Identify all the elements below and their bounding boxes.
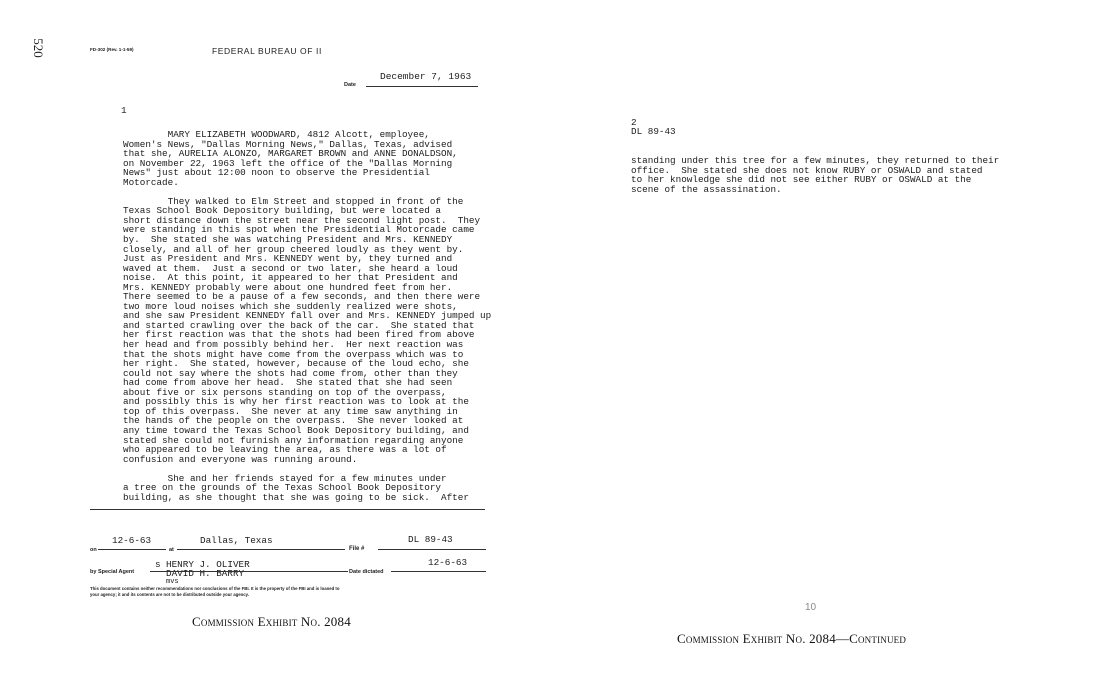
agent-2: DAVID H. BARRY — [166, 568, 245, 579]
disclaimer-line-2: your agency; it and its contents are not to be distributed outside your agency. — [90, 592, 249, 597]
date-dictated-label: Date dictated — [349, 569, 384, 575]
report-body-line: Motorcade. — [123, 176, 179, 188]
report-body-line: noise. At this point, it appeared to her that President and — [123, 272, 458, 284]
dictated-rule — [391, 571, 486, 572]
report-body-line: had come from above her head. She stated that she had seen — [123, 377, 453, 389]
at-value: Dallas, Texas — [200, 535, 273, 546]
page-index-left: 1 — [121, 105, 127, 116]
report-body-line: her right. She stated, however, because of the loud echo, she — [123, 358, 469, 370]
report-body-line: by. She stated she was watching President and Mrs. KENNEDY — [123, 234, 453, 246]
exhibit-caption-left: Commission Exhibit No. 2084 — [192, 614, 351, 629]
on-label: on — [90, 547, 97, 553]
report-body-line: There seemed to be a pause of a few seconds, and then there were — [123, 291, 481, 303]
report-body-line: the hands of the people on the overpass. She never looked at — [123, 415, 464, 427]
report-body-line: her head and from possibly behind her. Her next reaction was — [123, 339, 464, 351]
report-body-line: a tree on the grounds of the Texas School Book Depository — [123, 482, 442, 494]
agent-1: HENRY J. OLIVER — [166, 559, 250, 570]
report-body-line: She and her friends stayed for a few minutes under — [123, 472, 447, 484]
on-value: 12-6-63 — [112, 535, 152, 546]
page-index-right: 2 — [631, 117, 637, 128]
exhibit-caption-right: Commission Exhibit No. 2084—Continued — [677, 631, 907, 646]
report-body-line: and possibly this is why her first reaction was to look at the — [123, 396, 469, 408]
report-body-line: about five or six persons standing on top of the overpass, — [123, 386, 447, 398]
report-body-line: Texas School Book Depository building, but were located a — [123, 205, 442, 217]
report-body-line: Just as President and Mrs. KENNEDY went by, they turned and — [123, 253, 453, 265]
agent-prefix: s — [155, 559, 161, 570]
agent-rule — [150, 571, 348, 572]
report-body-line: top of this overpass. She never at any time saw anything in — [123, 405, 458, 417]
date-dictated-value: 12-6-63 — [428, 557, 468, 568]
report-body-line: that she, AURELIA ALONZO, MARGARET BROWN and ANNE DONALDSON, — [123, 148, 458, 160]
report-body-line: Mrs. KENNEDY probably were about one hundred feet from her. — [123, 281, 453, 293]
report-body-line: confusion and everyone was running around. — [123, 453, 358, 465]
report-body-line: short distance down the street near the second light post. They — [123, 214, 481, 226]
report-body-line: on November 22, 1963 left the office of the "Dallas Morning — [123, 157, 453, 169]
report-body-continued-line: standing under this tree for a few minutes, they returned to their — [631, 155, 1000, 166]
report-body-line: stated she could not furnish any information regarding anyone — [123, 434, 464, 446]
at-label: at — [169, 547, 174, 553]
footer-separator — [90, 509, 485, 510]
report-body-line: Women's News, "Dallas Morning News," Dallas, Texas, advised — [123, 138, 453, 150]
report-body-line: could not say where the shots had come from, other than they — [123, 367, 458, 379]
date-value: December 7, 1963 — [380, 71, 472, 82]
report-body-continued-line: office. She stated she does not know RUBY or OSWALD and stated — [631, 164, 983, 176]
disclaimer-line-1: This document contains neither recommendations nor conclusions of the FBI. It is the property of the FBI and is loaned to — [90, 586, 340, 591]
file-value: DL 89-43 — [408, 534, 453, 545]
report-body-line: MARY ELIZABETH WOODWARD, 4812 Alcott, employee, — [123, 129, 430, 140]
date-label: Date — [344, 82, 356, 88]
report-body-continued — [631, 156, 1011, 194]
date-rule — [366, 86, 478, 87]
report-body-line: and she saw President KENNEDY fall over and Mrs. KENNEDY jumped up — [123, 310, 492, 322]
report-body — [123, 130, 498, 502]
report-body-line: waved at them. Just a second or two later, she heard a loud — [123, 262, 458, 274]
file-label: File # — [349, 546, 365, 552]
report-body-line: who appeared to be leaving the area, as there was a lot of — [123, 444, 447, 456]
on-rule — [98, 549, 166, 550]
report-body-line: closely, and all of her group cheered loudly as they went by. — [123, 243, 464, 255]
page-number: 520 — [31, 38, 46, 58]
report-body-line: They walked to Elm Street and stopped in front of the — [123, 195, 464, 207]
at-rule — [177, 549, 345, 550]
report-body-line: two more loud noises which she suddenly realized were shots, — [123, 300, 458, 312]
page-marker: 10 — [805, 602, 817, 613]
report-body-continued-line: scene of the assassination. — [631, 183, 782, 195]
report-body-line: her first reaction was that the shots had been fired from above — [123, 329, 475, 341]
file-rule — [378, 549, 486, 550]
agency-header: FEDERAL BUREAU OF II — [212, 46, 322, 56]
report-body-line: building, as she thought that she was going to be sick. After — [123, 491, 469, 503]
report-body-line: were standing in this spot when the Presidential Motorcade came — [123, 224, 475, 236]
report-body-line: any time toward the Texas School Book Depository building, and — [123, 424, 469, 436]
report-body-continued-line: to her knowledge she did not see either RUBY or OSWALD at the — [631, 174, 972, 186]
report-body-line: that the shots might have come from the overpass which was to — [123, 348, 464, 360]
by-agent-label: by Special Agent — [90, 569, 135, 575]
report-body-line: and started crawling over the back of the car. She stated that — [123, 319, 475, 331]
form-code: FD-302 (Rev. 1-1-59) — [90, 47, 134, 52]
agent-initials: mvs — [166, 578, 179, 586]
file-ref-right: DL 89-43 — [631, 126, 676, 137]
report-body-line: News" just about 12:00 noon to observe the Presidential — [123, 167, 430, 179]
